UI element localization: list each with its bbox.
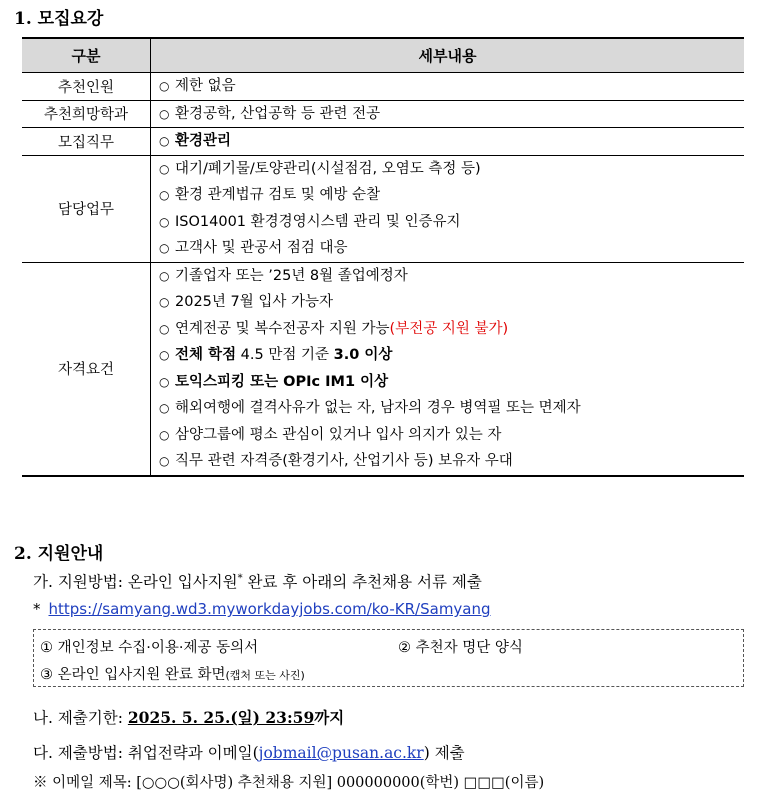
row-label: 추천인원	[22, 73, 151, 101]
apply-link[interactable]: https://samyang.wd3.myworkdayjobs.com/ko-KR/Samyang	[48, 600, 491, 618]
table-row	[22, 100, 744, 128]
deadline: 나. 제출기한: 2025. 5. 25.(일) 23:59까지	[33, 708, 345, 727]
table-row	[22, 73, 744, 101]
table-header-row	[22, 38, 744, 73]
submission-method: 다. 제출방법: 취업전략과 이메일(jobmail@pusan.ac.kr) 제출	[33, 744, 465, 762]
row-content: ○ 환경관리	[151, 128, 745, 156]
doc-item-3: ③ 온라인 입사지원 완료 화면(캡처 또는 사진)	[40, 667, 305, 683]
row-label: 모집직무	[22, 128, 151, 156]
row-content: ○ 기졸업자 또는 ’25년 8월 졸업예정자 ○ 2025년 7월 입사 가능자 ○ 연계전공 및 복수전공자 지원 가능(부전공 지원 불가) ○ 전체 학점 4.5 만점 기준 3.0 이상 ○ 토익스피킹 또는 OPIc IM1 이상 ○ 해외여행에 결격사유가 없는 자, 남자의 경우 병역필 또는 면제자 ○ 삼양그룹에 평소 관심이 있거나 입사 의지가 있는 자 ○ 직무 관련 자격증(환경기사, 산업기사 등) 보유자 우대	[151, 262, 745, 476]
header-category: 구분	[22, 38, 151, 73]
section-1-title: 1. 모집요강	[14, 9, 104, 29]
row-label: 자격요건	[22, 262, 151, 476]
table-row	[22, 128, 744, 156]
row-content: ○ 환경공학, 산업공학 등 관련 전공	[151, 100, 745, 128]
row-content: ○ 제한 없음	[151, 73, 745, 101]
required-documents-box	[33, 629, 744, 687]
application-method: 가. 지원방법: 온라인 입사지원* 완료 후 아래의 추천채용 서류 제출	[33, 572, 482, 591]
recruitment-table	[22, 37, 744, 477]
email-subject-note: ※ 이메일 제목: [○○○(회사명) 추천채용 지원] 000000000(학번) □□□(이름)	[33, 775, 545, 791]
table-row	[22, 155, 744, 262]
row-label: 추천희망학과	[22, 100, 151, 128]
deadline-date: 2025. 5. 25.(일) 23:59	[127, 708, 315, 727]
doc-item-2: ② 추천자 명단 양식	[398, 640, 523, 656]
row-label: 담당업무	[22, 155, 151, 262]
section-2-title: 2. 지원안내	[14, 544, 104, 564]
red-note: (부전공 지원 불가)	[389, 320, 509, 337]
header-details: 세부내용	[151, 38, 745, 73]
row-content: ○ 대기/폐기물/토양관리(시설점검, 오염도 측정 등) ○ 환경 관계법규 검토 및 예방 순찰 ○ ISO14001 환경경영시스템 관리 및 인증유지 ○ 고객사 및 관공서 점검 대응	[151, 155, 745, 262]
table-row	[22, 262, 744, 476]
url-line: * https://samyang.wd3.myworkdayjobs.com/ko-KR/Samyang	[33, 600, 491, 618]
email-link[interactable]: jobmail@pusan.ac.kr	[258, 744, 424, 762]
doc-item-1: ① 개인정보 수집·이용·제공 동의서	[40, 640, 259, 656]
